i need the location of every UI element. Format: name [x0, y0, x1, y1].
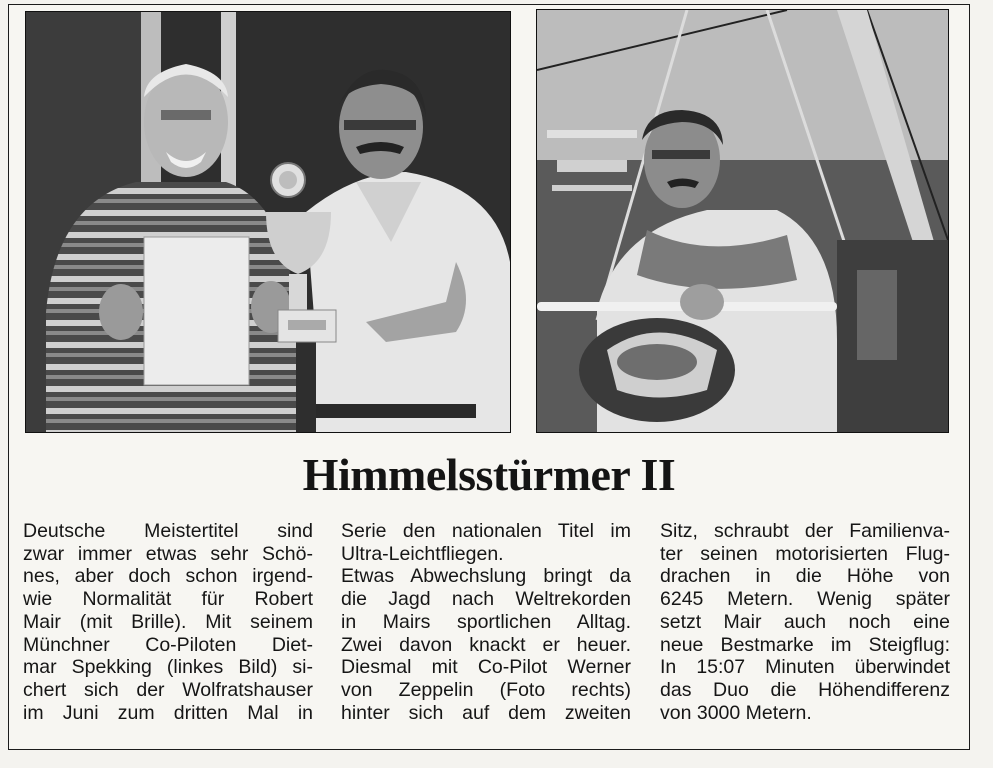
column-line: zwar immer etwas sehr Schö-: [23, 542, 313, 565]
column-line: Zwei davon knackt er heuer.: [341, 633, 631, 656]
column-line: mar Spekking (linkes Bild) si-: [23, 656, 313, 679]
column-line: drachen in die Höhe von: [660, 565, 950, 588]
article-column-1: [23, 520, 313, 724]
column-line: von 3000 Metern.: [660, 701, 812, 724]
column-line: von Zeppelin (Foto rechts): [341, 678, 631, 701]
column-line: wie Normalität für Robert: [23, 588, 313, 611]
column-line: das Duo die Höhendifferenz: [660, 678, 950, 701]
column-line: Deutsche Meistertitel sind: [23, 520, 313, 542]
article-column-2: [341, 520, 631, 724]
column-line: Mair (mit Brille). Mit seinem: [23, 610, 313, 633]
column-line: neue Bestmarke im Steigflug:: [660, 633, 950, 656]
column-line: nes, aber doch schon irgend-: [23, 565, 313, 588]
column-line: ter seinen motorisierten Flug-: [660, 542, 950, 565]
headline: Himmelsstürmer II: [302, 449, 676, 500]
column-line: Sitz, schraubt der Familienva-: [660, 520, 950, 542]
column-line: im Juni zum dritten Mal in: [23, 701, 313, 724]
column-line: die Jagd nach Weltrekorden: [341, 588, 631, 611]
column-line: in Mairs sportlichen Alltag.: [341, 610, 631, 633]
column-line: chert sich der Wolfratshauser: [23, 678, 313, 701]
photo-trophy-ceremony: [25, 11, 511, 433]
column-line: 6245 Metern. Wenig später: [660, 588, 950, 611]
column-line: Etwas Abwechslung bringt da: [341, 565, 631, 588]
newspaper-clipping: [8, 4, 970, 750]
article-column-3: [660, 520, 950, 724]
photo-ultralight-pilot: [536, 9, 949, 433]
column-line: In 15:07 Minuten überwindet: [660, 656, 950, 679]
column-line: hinter sich auf dem zweiten: [341, 701, 631, 724]
column-line: Münchner Co-Piloten Diet-: [23, 633, 313, 656]
column-line: Ultra-Leichtfliegen.: [341, 542, 504, 565]
column-line: Serie den nationalen Titel im: [341, 520, 631, 542]
column-line: Diesmal mit Co-Pilot Werner: [341, 656, 631, 679]
photo-ultralight-pilot-image: [537, 10, 948, 432]
column-line: setzt Mair auch noch eine: [660, 610, 950, 633]
photo-trophy-ceremony-image: [26, 12, 510, 432]
